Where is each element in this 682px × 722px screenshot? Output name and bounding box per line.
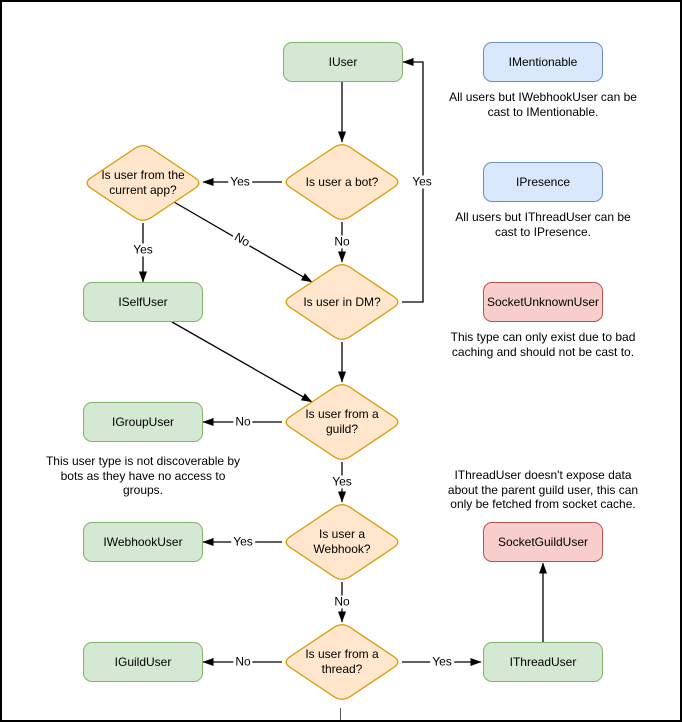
edge-label-current-app-to-dm: No (232, 229, 253, 250)
decision-line: Is user from the (101, 168, 185, 182)
edge-label-thread-to-guilduser: No (235, 654, 251, 669)
decision-line: guild? (325, 422, 359, 436)
node-ithreaduser: IThreadUser (483, 642, 603, 682)
edge-label-webhook-to-webhookuser: Yes (233, 534, 253, 549)
note-socketunknownuser (428, 330, 658, 359)
note-line: All users but IWebhookUser can be (449, 90, 637, 104)
note-line: This user type is not discoverable by (45, 454, 241, 468)
node-ipresence: IPresence (483, 162, 603, 202)
node-socketunknownuser: SocketUnknownUser (483, 282, 603, 322)
edge-label-guild-to-webhook: Yes (332, 474, 352, 489)
decision-line: Is user from a (305, 647, 379, 661)
note-line: cast to IPresence. (494, 224, 592, 239)
edge-label-guild-to-groupuser: No (235, 414, 251, 429)
decision-line: Is user a (318, 527, 366, 541)
decision-is-thread-label (287, 622, 397, 702)
note-line: groups. (122, 483, 164, 497)
decision-is-guild-label (287, 382, 397, 462)
note-imentionable (428, 90, 658, 119)
note-ithreaduser (428, 468, 658, 512)
note-igroupuser (28, 454, 258, 498)
decision-line: Is user in DM? (303, 294, 381, 309)
edge-label-current-app-to-selfuser: Yes (133, 242, 153, 257)
node-igroupuser: IGroupUser (83, 402, 203, 442)
decision-line: Is user a bot? (305, 174, 379, 189)
note-line: This type can only exist due to bad (450, 330, 636, 344)
page-boundary-tick (340, 708, 341, 720)
edge-label-bot-to-current-app: Yes (230, 174, 250, 189)
note-line: IThreadUser doesn't expose data (454, 468, 632, 482)
decision-line: Is user from a (305, 407, 379, 421)
decision-is-current-app-label (88, 143, 198, 223)
decision-line: Webhook? (313, 542, 371, 556)
decision-line: current app? (109, 183, 177, 197)
decision-is-webhook-label (287, 502, 397, 582)
note-line: about the parent guild user, this can (447, 482, 639, 497)
note-line: cast to IMentionable. (487, 104, 599, 119)
node-iguilduser: IGuildUser (83, 642, 203, 682)
edge-label-thread-to-threaduser: Yes (432, 654, 452, 669)
note-ipresence (428, 210, 658, 239)
node-imentionable: IMentionable (483, 42, 603, 82)
edge-label-dm-to-iuser: Yes (412, 174, 432, 189)
node-iselfuser: ISelfUser (83, 282, 203, 322)
note-line: All users but IThreadUser can be (455, 210, 631, 224)
decision-is-dm-label (287, 262, 397, 342)
node-iuser: IUser (283, 42, 403, 82)
note-line: only be fetched from socket cache. (450, 497, 636, 511)
note-line: caching and should not be cast to. (451, 344, 635, 359)
edge-label-webhook-to-thread: No (334, 594, 350, 609)
edge-label-bot-to-dm: No (334, 234, 350, 249)
node-iwebhookuser: IWebhookUser (83, 522, 203, 562)
decision-is-bot-label (287, 142, 397, 222)
node-socketguilduser: SocketGuildUser (483, 522, 603, 562)
decision-line: thread? (321, 662, 363, 676)
note-line: bots as they have no access to (60, 468, 226, 483)
